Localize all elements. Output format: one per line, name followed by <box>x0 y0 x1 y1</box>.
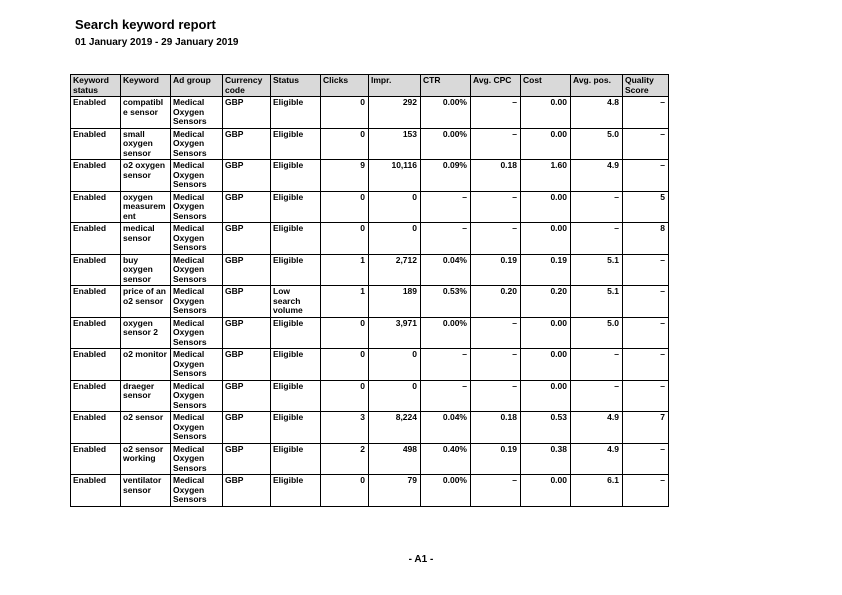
table-cell: – <box>471 475 521 507</box>
table-cell: Eligible <box>271 412 321 444</box>
table-cell: 153 <box>369 128 421 160</box>
table-cell: GBP <box>223 412 271 444</box>
table-cell: compatible sensor <box>121 97 171 129</box>
table-cell: Medical Oxygen Sensors <box>171 317 223 349</box>
table-cell: Medical Oxygen Sensors <box>171 286 223 318</box>
table-cell: 0.19 <box>521 254 571 286</box>
table-cell: oxygen measurement <box>121 191 171 223</box>
table-row <box>71 97 669 129</box>
table-cell: 10,116 <box>369 160 421 192</box>
table-cell: Medical Oxygen Sensors <box>171 412 223 444</box>
table-cell: 0 <box>321 317 369 349</box>
table-cell: 0.04% <box>421 254 471 286</box>
table-cell: 3 <box>321 412 369 444</box>
table-cell: 0.00 <box>521 380 571 412</box>
table-cell: Enabled <box>71 128 121 160</box>
table-cell: 9 <box>321 160 369 192</box>
table-cell: Eligible <box>271 443 321 475</box>
table-cell: GBP <box>223 475 271 507</box>
table-cell: Eligible <box>271 475 321 507</box>
table-cell: 5.1 <box>571 286 623 318</box>
table-cell: medical sensor <box>121 223 171 255</box>
table-cell: 8,224 <box>369 412 421 444</box>
table-cell: GBP <box>223 349 271 381</box>
table-cell: 0 <box>321 380 369 412</box>
table-cell: Eligible <box>271 223 321 255</box>
table-cell: 7 <box>623 412 669 444</box>
table-cell: – <box>623 97 669 129</box>
table-cell: GBP <box>223 223 271 255</box>
table-cell: – <box>623 286 669 318</box>
column-header-avg-cpc: Avg. CPC <box>471 75 521 97</box>
table-cell: 0.00% <box>421 97 471 129</box>
table-cell: – <box>623 128 669 160</box>
table-cell: 0.04% <box>421 412 471 444</box>
table-cell: – <box>623 254 669 286</box>
table-cell: Medical Oxygen Sensors <box>171 475 223 507</box>
table-cell: 4.9 <box>571 412 623 444</box>
table-cell: 4.9 <box>571 443 623 475</box>
table-cell: 0.53 <box>521 412 571 444</box>
table-cell: 0.18 <box>471 160 521 192</box>
table-row <box>71 286 669 318</box>
table-cell: 79 <box>369 475 421 507</box>
page-title: Search keyword report <box>75 17 216 32</box>
table-cell: 0 <box>369 380 421 412</box>
column-header-quality-score: Quality Score <box>623 75 669 97</box>
table-cell: Enabled <box>71 443 121 475</box>
table-cell: 0.00 <box>521 191 571 223</box>
table-cell: GBP <box>223 160 271 192</box>
table-cell: 2 <box>321 443 369 475</box>
table-cell: – <box>623 349 669 381</box>
table-cell: GBP <box>223 97 271 129</box>
table-row <box>71 412 669 444</box>
table-cell: 0.00 <box>521 317 571 349</box>
table-cell: 0.20 <box>471 286 521 318</box>
table-cell: – <box>571 380 623 412</box>
table-cell: 4.9 <box>571 160 623 192</box>
table-cell: 0.40% <box>421 443 471 475</box>
column-header-cost: Cost <box>521 75 571 97</box>
table-cell: Enabled <box>71 317 121 349</box>
table-cell: Eligible <box>271 191 321 223</box>
table-cell: Enabled <box>71 97 121 129</box>
table-row <box>71 443 669 475</box>
table-cell: 5.0 <box>571 317 623 349</box>
table-cell: Enabled <box>71 254 121 286</box>
table-cell: 0 <box>321 475 369 507</box>
table-cell: Eligible <box>271 349 321 381</box>
table-cell: Medical Oxygen Sensors <box>171 380 223 412</box>
table-cell: – <box>471 97 521 129</box>
table-cell: 5 <box>623 191 669 223</box>
table-cell: 0 <box>321 223 369 255</box>
table-row <box>71 349 669 381</box>
table-cell: Eligible <box>271 128 321 160</box>
table-row <box>71 254 669 286</box>
table-cell: – <box>571 223 623 255</box>
table-cell: – <box>471 128 521 160</box>
table-cell: 0.00% <box>421 317 471 349</box>
table-cell: buy oxygen sensor <box>121 254 171 286</box>
table-row <box>71 223 669 255</box>
table-header <box>71 75 669 97</box>
table-cell: Medical Oxygen Sensors <box>171 223 223 255</box>
column-header-ad-group: Ad group <box>171 75 223 97</box>
column-header-status: Status <box>271 75 321 97</box>
table-cell: – <box>623 443 669 475</box>
table-cell: Eligible <box>271 380 321 412</box>
table-cell: 0.00% <box>421 128 471 160</box>
table-cell: 0.19 <box>471 443 521 475</box>
table-cell: 0.00 <box>521 475 571 507</box>
table-cell: small oxygen sensor <box>121 128 171 160</box>
table-cell: 292 <box>369 97 421 129</box>
table-cell: – <box>421 349 471 381</box>
table-cell: 0.38 <box>521 443 571 475</box>
column-header-keyword-status: Keyword status <box>71 75 121 97</box>
table-cell: Enabled <box>71 349 121 381</box>
column-header-impr: Impr. <box>369 75 421 97</box>
table-cell: 0.53% <box>421 286 471 318</box>
column-header-avg-pos: Avg. pos. <box>571 75 623 97</box>
table-cell: – <box>471 380 521 412</box>
table-cell: – <box>623 380 669 412</box>
table-cell: o2 monitor <box>121 349 171 381</box>
table-cell: 0.00 <box>521 128 571 160</box>
table-cell: – <box>623 160 669 192</box>
table-cell: price of an o2 sensor <box>121 286 171 318</box>
table-cell: – <box>421 380 471 412</box>
table-cell: GBP <box>223 128 271 160</box>
table-cell: GBP <box>223 380 271 412</box>
table-cell: Medical Oxygen Sensors <box>171 97 223 129</box>
table-row <box>71 380 669 412</box>
page-number: - A1 - <box>408 554 434 565</box>
table-cell: Enabled <box>71 475 121 507</box>
table-cell: o2 sensor working <box>121 443 171 475</box>
table-cell: – <box>571 191 623 223</box>
table-cell: 5.1 <box>571 254 623 286</box>
table-cell: oxygen sensor 2 <box>121 317 171 349</box>
table-cell: GBP <box>223 191 271 223</box>
table-row <box>71 160 669 192</box>
table-cell: 0.00 <box>521 223 571 255</box>
table-cell: Eligible <box>271 160 321 192</box>
table-cell: 0 <box>321 128 369 160</box>
header-row <box>71 75 669 97</box>
table-cell: 0.00 <box>521 349 571 381</box>
table-cell: 0 <box>321 191 369 223</box>
table-cell: Enabled <box>71 380 121 412</box>
column-header-clicks: Clicks <box>321 75 369 97</box>
table-cell: draeger sensor <box>121 380 171 412</box>
table-cell: Medical Oxygen Sensors <box>171 128 223 160</box>
table-cell: Medical Oxygen Sensors <box>171 443 223 475</box>
table-cell: 0 <box>369 191 421 223</box>
table-row <box>71 128 669 160</box>
table-cell: 3,971 <box>369 317 421 349</box>
table-cell: – <box>623 475 669 507</box>
table-cell: 0.18 <box>471 412 521 444</box>
table-cell: – <box>471 223 521 255</box>
table-cell: 4.8 <box>571 97 623 129</box>
table-cell: Medical Oxygen Sensors <box>171 254 223 286</box>
table-cell: GBP <box>223 443 271 475</box>
table-cell: ventilator sensor <box>121 475 171 507</box>
column-header-currency-code: Currency code <box>223 75 271 97</box>
table-cell: GBP <box>223 286 271 318</box>
table-cell: GBP <box>223 254 271 286</box>
table-row <box>71 475 669 507</box>
table-cell: 0.20 <box>521 286 571 318</box>
table-cell: Enabled <box>71 412 121 444</box>
table-cell: Enabled <box>71 191 121 223</box>
table-cell: 0 <box>369 349 421 381</box>
table-cell: Medical Oxygen Sensors <box>171 160 223 192</box>
table-cell: Eligible <box>271 254 321 286</box>
table-cell: 8 <box>623 223 669 255</box>
table-cell: 0 <box>321 97 369 129</box>
table-cell: – <box>421 223 471 255</box>
table-cell: Eligible <box>271 317 321 349</box>
table-cell: 6.1 <box>571 475 623 507</box>
table-cell: 0.09% <box>421 160 471 192</box>
table-cell: 0.00% <box>421 475 471 507</box>
table-cell: 5.0 <box>571 128 623 160</box>
column-header-ctr: CTR <box>421 75 471 97</box>
table-cell: Enabled <box>71 223 121 255</box>
table-cell: – <box>471 317 521 349</box>
table-cell: o2 oxygen sensor <box>121 160 171 192</box>
table-cell: – <box>471 191 521 223</box>
table-cell: Medical Oxygen Sensors <box>171 349 223 381</box>
table-cell: 1 <box>321 286 369 318</box>
table-cell: Enabled <box>71 286 121 318</box>
table-cell: 0 <box>321 349 369 381</box>
table-cell: 498 <box>369 443 421 475</box>
table-cell: 2,712 <box>369 254 421 286</box>
table-cell: 189 <box>369 286 421 318</box>
table-cell: o2 sensor <box>121 412 171 444</box>
table-cell: 1 <box>321 254 369 286</box>
table-cell: 0.19 <box>471 254 521 286</box>
table-cell: Enabled <box>71 160 121 192</box>
table-row <box>71 317 669 349</box>
table-cell: 0.00 <box>521 97 571 129</box>
table-cell: – <box>471 349 521 381</box>
table-cell: 0 <box>369 223 421 255</box>
table-body <box>71 97 669 507</box>
table-cell: – <box>571 349 623 381</box>
table-cell: Eligible <box>271 97 321 129</box>
table-row <box>71 191 669 223</box>
table-cell: GBP <box>223 317 271 349</box>
table-cell: – <box>421 191 471 223</box>
table-cell: Low search volume <box>271 286 321 318</box>
table-cell: Medical Oxygen Sensors <box>171 191 223 223</box>
column-header-keyword: Keyword <box>121 75 171 97</box>
table-cell: 1.60 <box>521 160 571 192</box>
table-cell: – <box>623 317 669 349</box>
keyword-report-table <box>70 74 669 507</box>
date-range: 01 January 2019 - 29 January 2019 <box>75 37 239 48</box>
